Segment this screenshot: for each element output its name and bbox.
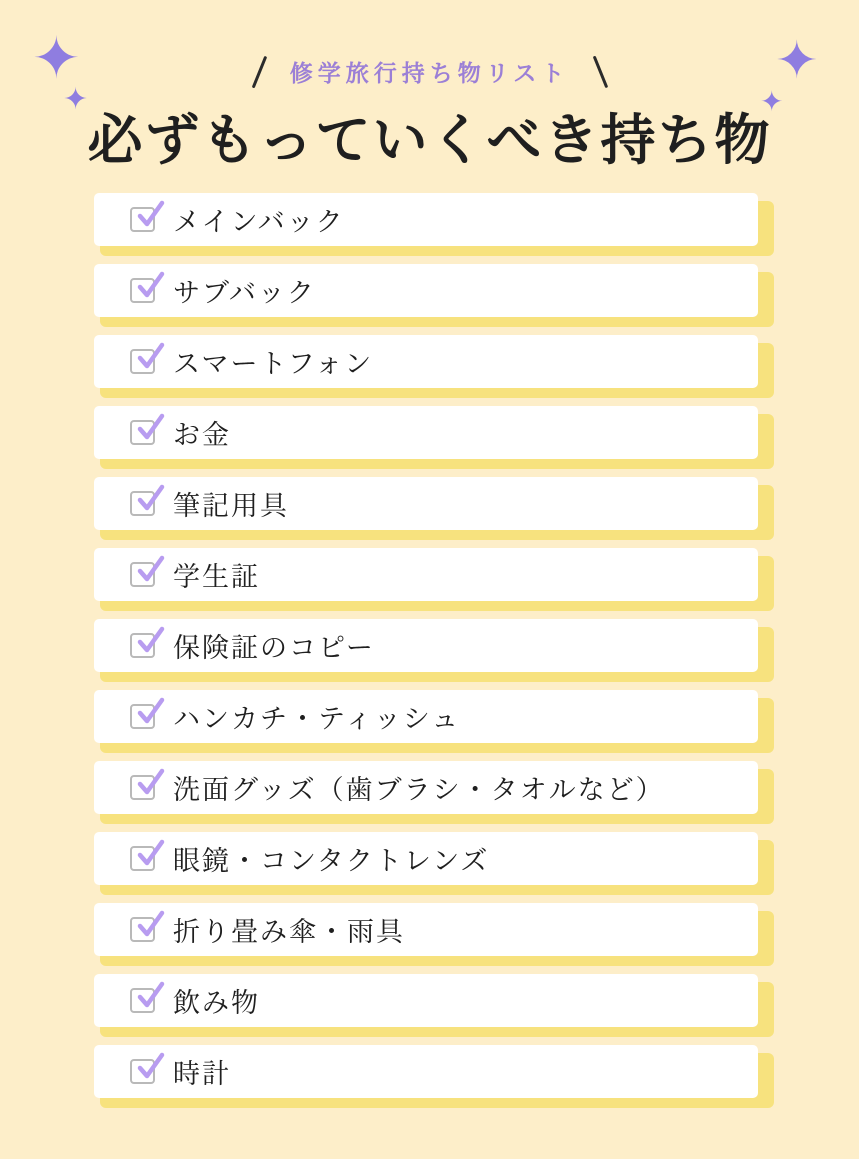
list-item-card[interactable] bbox=[94, 903, 758, 956]
list-item-card[interactable] bbox=[94, 548, 758, 601]
list-item-label: 折り畳み傘・雨具 bbox=[173, 917, 405, 947]
sparkle-icon: ✦ bbox=[775, 32, 819, 90]
list-item-card[interactable] bbox=[94, 619, 758, 672]
checklist bbox=[94, 193, 774, 1116]
list-item-card[interactable] bbox=[94, 690, 758, 743]
check-icon bbox=[133, 979, 167, 1013]
list-item-card[interactable] bbox=[94, 193, 758, 246]
checkbox[interactable] bbox=[130, 491, 155, 516]
sparkle-icon: ✦ bbox=[32, 26, 81, 91]
checkbox[interactable] bbox=[130, 846, 155, 871]
list-item-card[interactable] bbox=[94, 477, 758, 530]
list-item[interactable] bbox=[94, 619, 774, 676]
sparkle-icon: ✦ bbox=[760, 86, 784, 117]
list-item[interactable] bbox=[94, 832, 774, 889]
check-icon bbox=[133, 198, 167, 232]
list-item-label: 筆記用具 bbox=[173, 491, 289, 521]
checkbox[interactable] bbox=[130, 207, 155, 232]
checkbox[interactable] bbox=[130, 562, 155, 587]
list-item-label: メインバック bbox=[173, 207, 345, 237]
checkbox[interactable] bbox=[130, 1059, 155, 1084]
list-item[interactable] bbox=[94, 690, 774, 747]
check-icon bbox=[133, 624, 167, 658]
list-item-label: 飲み物 bbox=[173, 988, 260, 1018]
list-item[interactable] bbox=[94, 903, 774, 960]
check-icon bbox=[133, 908, 167, 942]
check-icon bbox=[133, 482, 167, 516]
kicker-row bbox=[0, 55, 859, 88]
slash-decoration-right bbox=[585, 57, 615, 87]
checkbox[interactable] bbox=[130, 775, 155, 800]
list-item-card[interactable] bbox=[94, 761, 758, 814]
list-item-label: 学生証 bbox=[173, 562, 260, 592]
list-item[interactable] bbox=[94, 477, 774, 534]
list-item-card[interactable] bbox=[94, 264, 758, 317]
checkbox[interactable] bbox=[130, 988, 155, 1013]
list-item-label: ハンカチ・ティッシュ bbox=[173, 704, 461, 734]
list-item-card[interactable] bbox=[94, 974, 758, 1027]
list-item[interactable] bbox=[94, 406, 774, 463]
checkbox[interactable] bbox=[130, 704, 155, 729]
kicker-text: 修学旅行持ち物リスト bbox=[289, 60, 570, 86]
slash-decoration-left bbox=[244, 57, 274, 87]
checkbox[interactable] bbox=[130, 278, 155, 303]
list-item[interactable] bbox=[94, 335, 774, 392]
checkbox[interactable] bbox=[130, 917, 155, 942]
list-item-label: スマートフォン bbox=[173, 349, 374, 379]
list-item-label: お金 bbox=[173, 420, 231, 450]
list-item-card[interactable] bbox=[94, 335, 758, 388]
sparkle-icon: ✦ bbox=[63, 83, 89, 116]
list-item-label: 保険証のコピー bbox=[173, 633, 375, 663]
list-item[interactable] bbox=[94, 193, 774, 250]
list-item-label: 時計 bbox=[173, 1059, 231, 1089]
check-icon bbox=[133, 269, 167, 303]
checkbox[interactable] bbox=[130, 349, 155, 374]
list-item[interactable] bbox=[94, 1045, 774, 1102]
check-icon bbox=[133, 766, 167, 800]
page-title: 必ずもっていくべき持ち物 bbox=[87, 109, 772, 171]
check-icon bbox=[133, 340, 167, 374]
check-icon bbox=[133, 553, 167, 587]
check-icon bbox=[133, 1050, 167, 1084]
check-icon bbox=[133, 411, 167, 445]
list-item-label: サブバック bbox=[173, 278, 316, 308]
list-item-card[interactable] bbox=[94, 832, 758, 885]
checkbox[interactable] bbox=[130, 633, 155, 658]
list-item[interactable] bbox=[94, 264, 774, 321]
list-item[interactable] bbox=[94, 761, 774, 818]
checkbox[interactable] bbox=[130, 420, 155, 445]
list-item-card[interactable] bbox=[94, 1045, 758, 1098]
list-item-card[interactable] bbox=[94, 406, 758, 459]
list-item-label: 洗面グッズ（歯ブラシ・タオルなど） bbox=[173, 775, 665, 805]
list-item-label: 眼鏡・コンタクトレンズ bbox=[173, 846, 490, 876]
check-icon bbox=[133, 695, 167, 729]
list-item[interactable] bbox=[94, 974, 774, 1031]
check-icon bbox=[133, 837, 167, 871]
list-item[interactable] bbox=[94, 548, 774, 605]
